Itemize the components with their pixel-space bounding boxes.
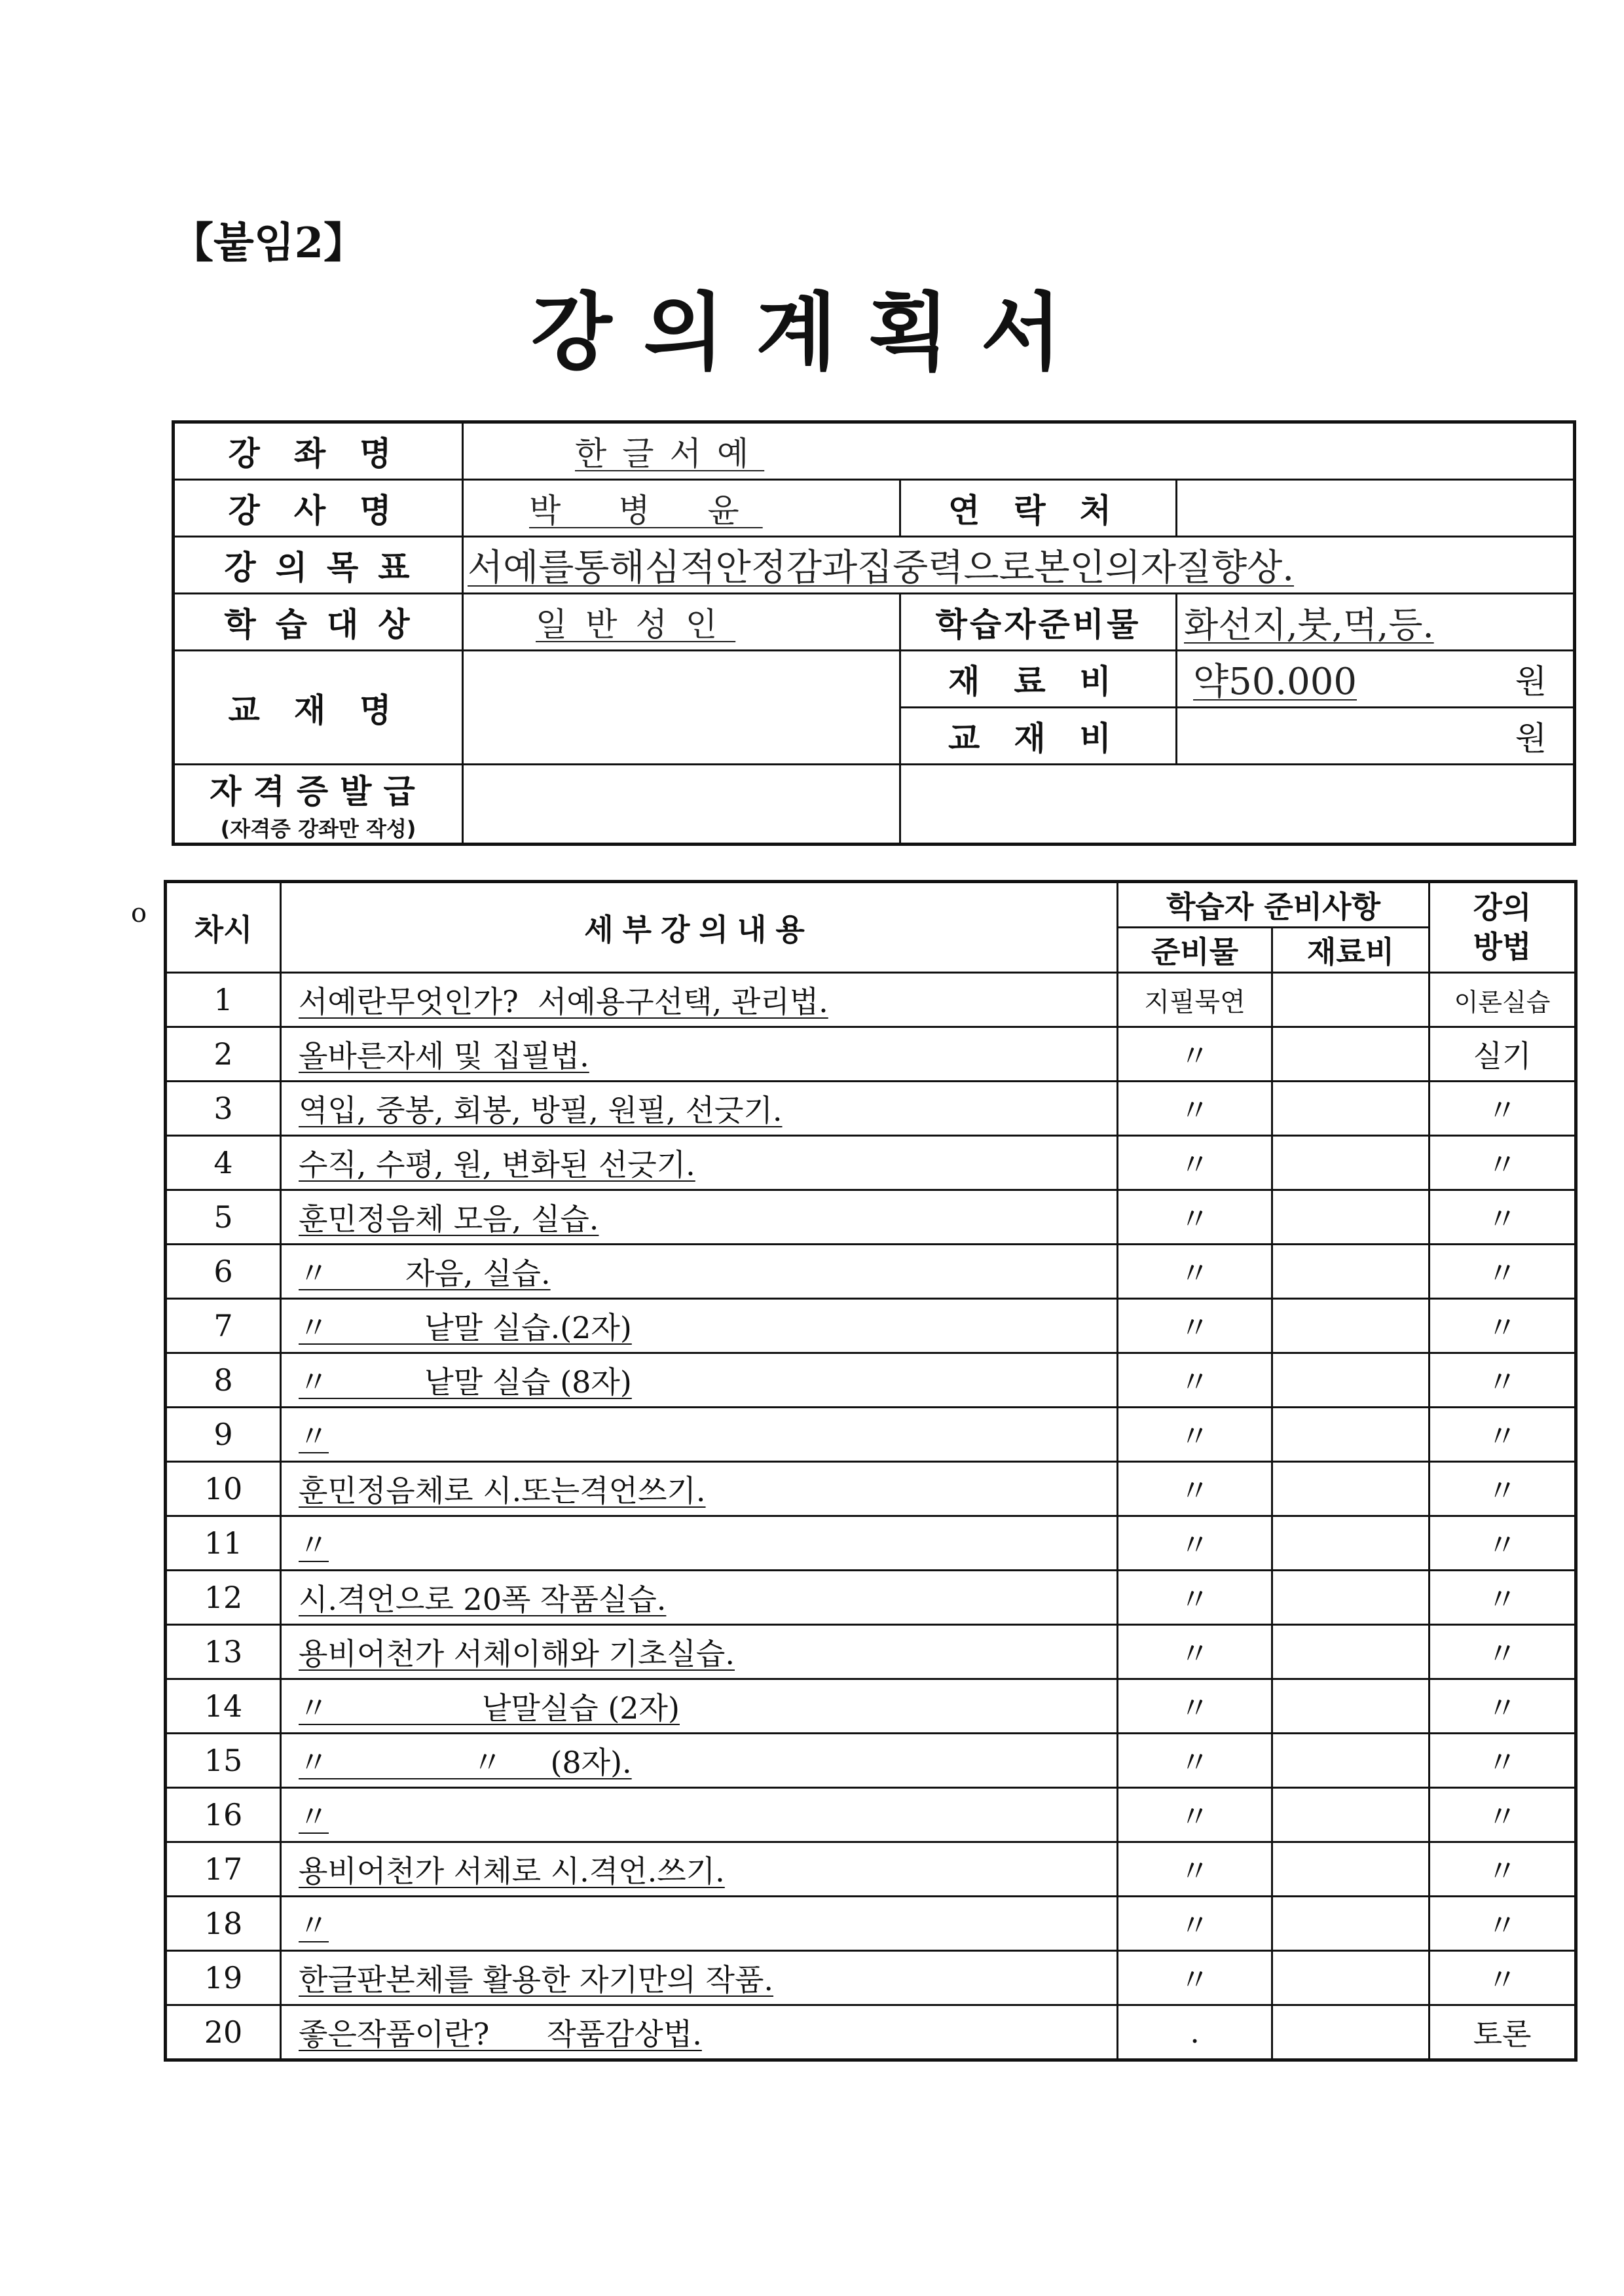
session-fee <box>1272 1027 1430 1082</box>
session-number: 9 <box>166 1408 281 1462</box>
session-fee <box>1272 1842 1430 1897</box>
course-info-table <box>172 420 1576 846</box>
session-content: 〃 <box>281 1897 1118 1951</box>
schedule-row <box>166 1136 1576 1190</box>
session-prep: 〃 <box>1118 1462 1272 1516</box>
session-prep: 지필묵연 <box>1118 973 1272 1027</box>
material-fee-value: 약50.000 <box>1193 661 1357 703</box>
session-method: 〃 <box>1430 1245 1576 1299</box>
target-value: 일반성인 <box>463 594 900 651</box>
course-name-row <box>174 422 1575 480</box>
session-fee <box>1272 973 1430 1027</box>
textbook-fee-unit: 원 <box>1515 720 1547 757</box>
session-prep: 〃 <box>1118 1353 1272 1408</box>
session-fee <box>1272 1679 1430 1734</box>
session-number: 20 <box>166 2005 281 2060</box>
session-number: 8 <box>166 1353 281 1408</box>
schedule-row <box>166 2005 1576 2060</box>
certificate-blank-cell <box>463 765 900 845</box>
material-fee-unit: 원 <box>1515 663 1547 701</box>
session-number: 10 <box>166 1462 281 1516</box>
session-fee <box>1272 1353 1430 1408</box>
method-header: 강의 방법 <box>1430 882 1576 973</box>
session-number: 17 <box>166 1842 281 1897</box>
session-method: 〃 <box>1430 1516 1576 1571</box>
goal-label: 강의목표 <box>174 537 463 594</box>
session-content: 올바른자세 및 집필법. <box>281 1027 1118 1082</box>
session-content: 〃 낱말실습 (2자) <box>281 1679 1118 1734</box>
session-prep: . <box>1118 2005 1272 2060</box>
schedule-row <box>166 1951 1576 2005</box>
session-content: 수직, 수평, 원, 변화된 선긋기. <box>281 1136 1118 1190</box>
session-fee <box>1272 1516 1430 1571</box>
instructor-row <box>174 480 1575 537</box>
session-content: 용비어천가 서체이해와 기초실습. <box>281 1625 1118 1679</box>
certificate-row <box>174 765 1575 845</box>
session-fee <box>1272 1136 1430 1190</box>
schedule-row <box>166 1408 1576 1462</box>
session-fee <box>1272 1625 1430 1679</box>
session-method: 〃 <box>1430 1190 1576 1245</box>
session-fee <box>1272 1951 1430 2005</box>
document-title: 강의계획서 <box>530 284 1094 382</box>
prep-items-header: 준비물 <box>1118 928 1272 973</box>
session-method: 〃 <box>1430 1571 1576 1625</box>
instructor-label: 강사명 <box>174 480 463 537</box>
content-header: 세부강의내용 <box>281 882 1118 973</box>
session-method: 〃 <box>1430 1625 1576 1679</box>
session-method: 〃 <box>1430 1082 1576 1136</box>
material-fee-label: 재료비 <box>900 651 1177 708</box>
session-method: 토론 <box>1430 2005 1576 2060</box>
session-method: 〃 <box>1430 1353 1576 1408</box>
session-number: 16 <box>166 1788 281 1842</box>
session-fee <box>1272 1734 1430 1788</box>
schedule-row <box>166 1571 1576 1625</box>
session-fee <box>1272 1571 1430 1625</box>
schedule-row <box>166 973 1576 1027</box>
textbook-label: 교재명 <box>174 651 463 765</box>
session-prep: 〃 <box>1118 1897 1272 1951</box>
session-prep: 〃 <box>1118 1951 1272 2005</box>
session-number: 18 <box>166 1897 281 1951</box>
session-fee <box>1272 2005 1430 2060</box>
session-fee <box>1272 1462 1430 1516</box>
session-number: 6 <box>166 1245 281 1299</box>
certificate-label-cell <box>174 765 463 845</box>
session-prep: 〃 <box>1118 1245 1272 1299</box>
schedule-row <box>166 1190 1576 1245</box>
schedule-header-row-1 <box>166 882 1576 928</box>
textbook-value <box>463 651 900 765</box>
session-method: 〃 <box>1430 1462 1576 1516</box>
session-method: 이론실습 <box>1430 973 1576 1027</box>
session-fee <box>1272 1408 1430 1462</box>
session-number: 14 <box>166 1679 281 1734</box>
session-content: 훈민정음체 모음, 실습. <box>281 1190 1118 1245</box>
session-fee <box>1272 1897 1430 1951</box>
material-fee-cell <box>1177 651 1575 708</box>
session-method: 〃 <box>1430 1408 1576 1462</box>
session-content: 훈민정음체로 시.또는격언쓰기. <box>281 1462 1118 1516</box>
schedule-row <box>166 1679 1576 1734</box>
attachment-label: 【붙임2】 <box>172 219 366 268</box>
session-content: 한글판본체를 활용한 자기만의 작품. <box>281 1951 1118 2005</box>
schedule-row <box>166 1299 1576 1353</box>
session-method: 〃 <box>1430 1679 1576 1734</box>
schedule-row <box>166 1353 1576 1408</box>
session-prep: 〃 <box>1118 1842 1272 1897</box>
prep-fee-header: 재료비 <box>1272 928 1430 973</box>
session-content: 〃 <box>281 1788 1118 1842</box>
session-prep: 〃 <box>1118 1136 1272 1190</box>
session-number: 7 <box>166 1299 281 1353</box>
session-number: 12 <box>166 1571 281 1625</box>
instructor-value: 박 병 윤 <box>463 480 900 537</box>
session-number: 11 <box>166 1516 281 1571</box>
prep-label: 학습자준비물 <box>900 594 1177 651</box>
schedule-row <box>166 1897 1576 1951</box>
session-prep: 〃 <box>1118 1734 1272 1788</box>
material-fee-row <box>174 651 1575 708</box>
contact-label: 연락처 <box>900 480 1177 537</box>
textbook-fee-cell <box>1177 708 1575 765</box>
session-content: 〃 <box>281 1516 1118 1571</box>
session-prep: 〃 <box>1118 1408 1272 1462</box>
course-name-label: 강좌명 <box>174 422 463 480</box>
session-fee <box>1272 1788 1430 1842</box>
session-prep: 〃 <box>1118 1788 1272 1842</box>
course-name-value: 한글서예 <box>463 422 1575 480</box>
schedule-row <box>166 1842 1576 1897</box>
session-number: 1 <box>166 973 281 1027</box>
schedule-row <box>166 1082 1576 1136</box>
schedule-row <box>166 1516 1576 1571</box>
session-method: 〃 <box>1430 1299 1576 1353</box>
session-prep: 〃 <box>1118 1299 1272 1353</box>
session-prep: 〃 <box>1118 1625 1272 1679</box>
certificate-value <box>900 765 1575 845</box>
schedule-row <box>166 1734 1576 1788</box>
target-label: 학습대상 <box>174 594 463 651</box>
session-content: 〃 <box>281 1408 1118 1462</box>
session-method: 〃 <box>1430 1788 1576 1842</box>
session-content: 서예란무엇인가? 서예용구선택, 관리법. <box>281 973 1118 1027</box>
session-content: 〃 〃 (8자). <box>281 1734 1118 1788</box>
textbook-fee-label: 교재비 <box>900 708 1177 765</box>
session-fee <box>1272 1299 1430 1353</box>
goal-value: 서예를통해심적안정감과집중력으로본인의자질향상. <box>463 537 1575 594</box>
session-fee <box>1272 1190 1430 1245</box>
schedule-table <box>164 880 1578 2062</box>
session-content: 역입, 중봉, 회봉, 방필, 원필, 선긋기. <box>281 1082 1118 1136</box>
session-content: 〃 자음, 실습. <box>281 1245 1118 1299</box>
session-method: 〃 <box>1430 1136 1576 1190</box>
session-content: 〃 낱말 실습.(2자) <box>281 1299 1118 1353</box>
prep-value: 화선지,붓,먹,등. <box>1177 594 1575 651</box>
session-prep: 〃 <box>1118 1516 1272 1571</box>
session-number: 15 <box>166 1734 281 1788</box>
session-method: 〃 <box>1430 1951 1576 2005</box>
session-prep: 〃 <box>1118 1027 1272 1082</box>
goal-row <box>174 537 1575 594</box>
schedule-row <box>166 1027 1576 1082</box>
session-method: 실기 <box>1430 1027 1576 1082</box>
session-method: 〃 <box>1430 1842 1576 1897</box>
session-number: 5 <box>166 1190 281 1245</box>
session-content: 용비어천가 서체로 시.격언.쓰기. <box>281 1842 1118 1897</box>
prep-group-header: 학습자 준비사항 <box>1118 882 1430 928</box>
target-row <box>174 594 1575 651</box>
session-prep: 〃 <box>1118 1082 1272 1136</box>
session-number: 13 <box>166 1625 281 1679</box>
schedule-row <box>166 1245 1576 1299</box>
certificate-sublabel: (자격증 강좌만 작성) <box>220 816 416 841</box>
session-number: 2 <box>166 1027 281 1082</box>
session-prep: 〃 <box>1118 1679 1272 1734</box>
session-prep: 〃 <box>1118 1571 1272 1625</box>
session-content: 시.격언으로 20폭 작품실습. <box>281 1571 1118 1625</box>
session-number: 19 <box>166 1951 281 2005</box>
contact-value <box>1177 480 1575 537</box>
session-fee <box>1272 1245 1430 1299</box>
session-method: 〃 <box>1430 1897 1576 1951</box>
margin-mark: o <box>131 898 147 928</box>
session-fee <box>1272 1082 1430 1136</box>
session-number: 4 <box>166 1136 281 1190</box>
schedule-row <box>166 1462 1576 1516</box>
session-content: 좋은작품이란? 작품감상법. <box>281 2005 1118 2060</box>
schedule-row <box>166 1788 1576 1842</box>
session-prep: 〃 <box>1118 1190 1272 1245</box>
certificate-label: 자격증발급 <box>210 773 427 811</box>
session-content: 〃 낱말 실습 (8자) <box>281 1353 1118 1408</box>
session-method: 〃 <box>1430 1734 1576 1788</box>
session-number: 3 <box>166 1082 281 1136</box>
session-header: 차시 <box>166 882 281 973</box>
schedule-row <box>166 1625 1576 1679</box>
